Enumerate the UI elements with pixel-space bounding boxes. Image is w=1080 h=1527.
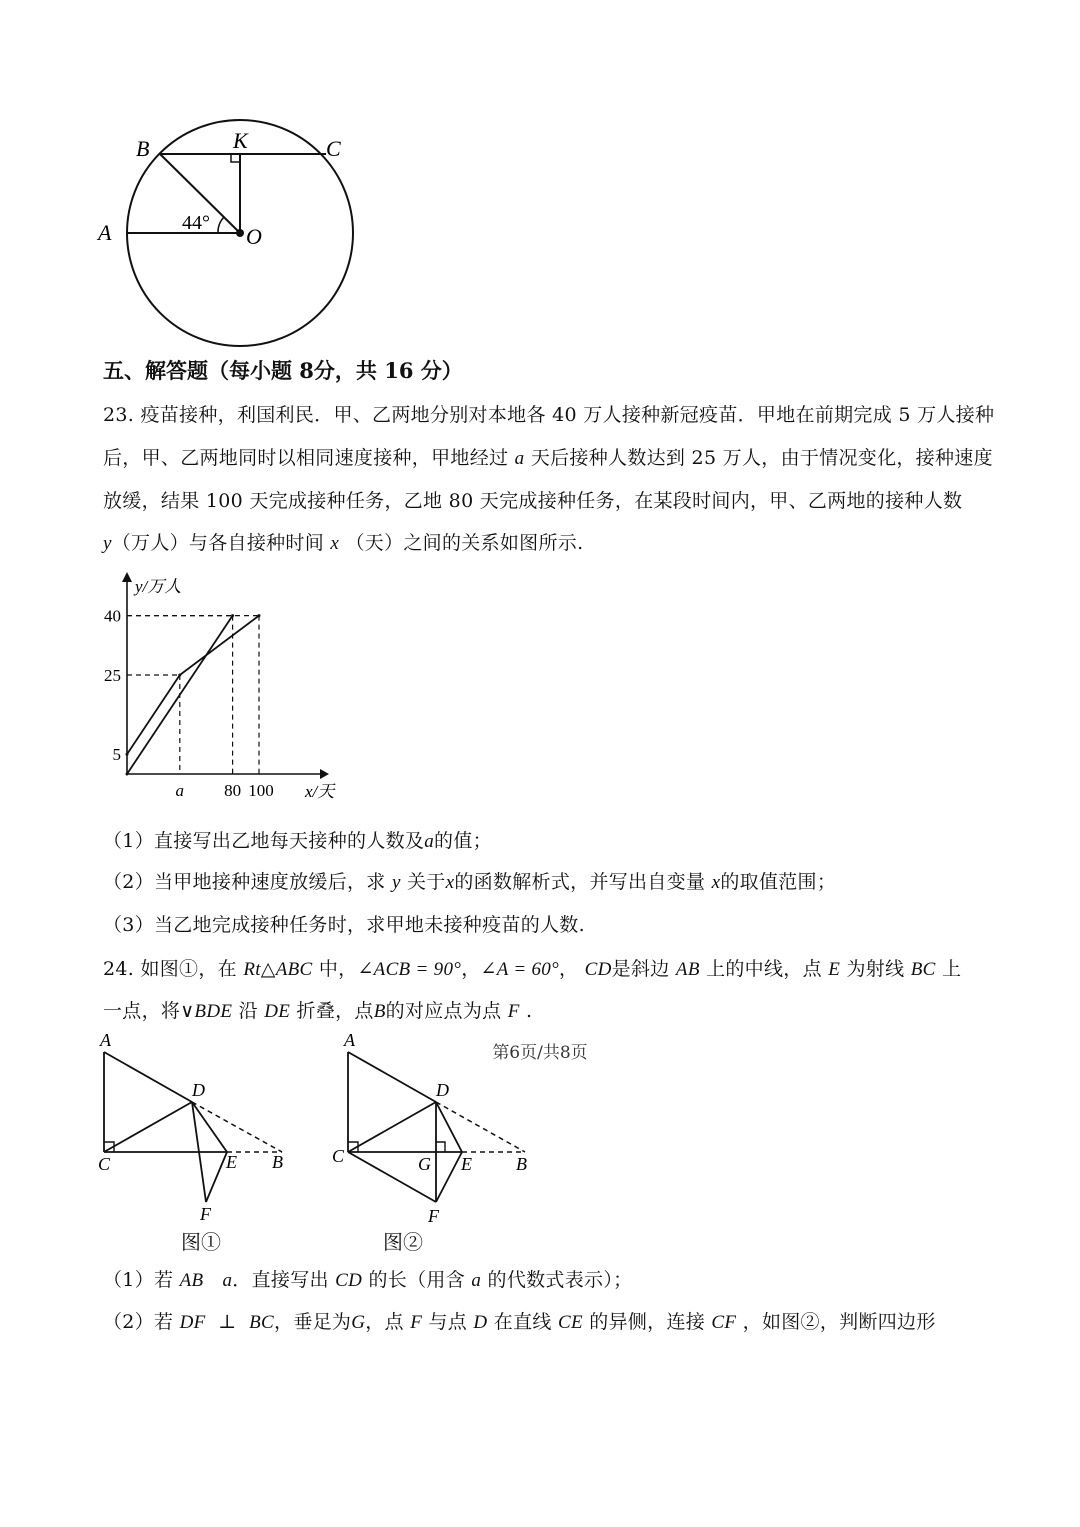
q23-sub3: （3）当乙地完成接种任务时，求甲地未接种疫苗的人数.	[103, 914, 585, 936]
label-a: A	[98, 220, 112, 245]
y-tick-label-5: 5	[112, 745, 121, 765]
svg-text:B: B	[272, 1152, 283, 1172]
label-k: K	[233, 128, 248, 153]
q23-line-3: 放缓，结果 100 天完成接种任务，乙地 80 天完成接种任务，在某段时间内，甲、乙两地的接种人数	[103, 490, 963, 512]
x-tick-label-a: a	[175, 781, 185, 800]
svg-text:A: A	[344, 1030, 355, 1050]
series-line-0	[127, 616, 259, 755]
x-tick-label-80: 80	[224, 781, 242, 800]
svg-text:A: A	[100, 1030, 111, 1050]
vaccination-chart	[95, 570, 355, 805]
q24-line-1: 24. 如图①，在 Rt△ABC 中，∠ACB = 90°，∠A = 60°， CD是斜边 AB 上的中线，点 E 为射线 BC 上	[103, 958, 962, 980]
var-x: x	[330, 533, 340, 554]
y-tick-label-40: 40	[104, 606, 121, 626]
figure-2-caption: 图②	[383, 1230, 423, 1254]
var-y: y	[103, 533, 112, 554]
figure-1-caption: 图①	[181, 1230, 221, 1254]
section-title: 五、解答题（每小题 8分，共 16 分）	[103, 358, 463, 383]
y-axis-label: y/万人	[135, 577, 182, 596]
q24-sub1: （1）若 AB a．直接写出 CD 的长（用含 a 的代数式表示）；	[103, 1269, 633, 1291]
series-0-point-0	[126, 753, 129, 756]
y-tick-label-25: 25	[104, 666, 121, 685]
q23-line-2: 后，甲、乙两地同时以相同速度接种，甲地经过 a 天后接种人数达到 25 万人，由于情况变化，接种速度	[103, 447, 993, 469]
q23-line-4: y（万人）与各自接种时间 x （天）之间的关系如图所示.	[103, 532, 584, 554]
x-axis-arrow	[320, 769, 329, 779]
angle-label: 44°	[182, 212, 210, 234]
series-1-point-0	[126, 773, 129, 776]
angle-arc	[218, 217, 224, 233]
q24-sub2: （2）若 DF ⊥ BC，垂足为G，点 F 与点 D 在直线 CE 的异侧，连接 CF ，如图②，判断四边形	[103, 1311, 936, 1333]
right-angle-mark-k	[231, 154, 240, 162]
q24-line-2: 一点，将∨BDE 沿 DE 折叠，点B的对应点为点 F .	[103, 1000, 533, 1022]
q23-sub2: （2）当甲地接种速度放缓后，求 y 关于x的函数解析式，并写出自变量 x的取值范围；	[103, 871, 837, 893]
svg-text:E: E	[226, 1152, 237, 1172]
svg-text:B: B	[516, 1154, 527, 1174]
svg-text:C: C	[98, 1154, 111, 1174]
svg-text:F: F	[200, 1204, 211, 1224]
x-tick-label-100: 100	[248, 781, 274, 800]
label-c: C	[326, 136, 341, 161]
circle-figure	[90, 118, 370, 348]
label-b: B	[136, 136, 150, 161]
label-o: O	[246, 224, 262, 249]
svg-text:G: G	[418, 1154, 431, 1174]
center-dot	[236, 229, 244, 237]
svg-text:D: D	[192, 1080, 205, 1100]
svg-text:C: C	[332, 1146, 345, 1166]
page-footer: 第6页/共8页	[492, 1043, 588, 1063]
y-axis-arrow	[122, 572, 132, 582]
q23-line-1: 23. 疫苗接种，利国利民．甲、乙两地分别对本地各 40 万人接种新冠疫苗．甲地在前期完成 5 万人接种	[103, 404, 995, 426]
svg-text:E: E	[461, 1154, 472, 1174]
q23-sub1: （1）直接写出乙地每天接种的人数及a的值；	[103, 830, 492, 852]
var-a: a	[514, 448, 525, 469]
svg-text:D: D	[436, 1080, 449, 1100]
x-axis-label: x/天	[305, 782, 335, 801]
svg-text:F: F	[428, 1206, 439, 1226]
